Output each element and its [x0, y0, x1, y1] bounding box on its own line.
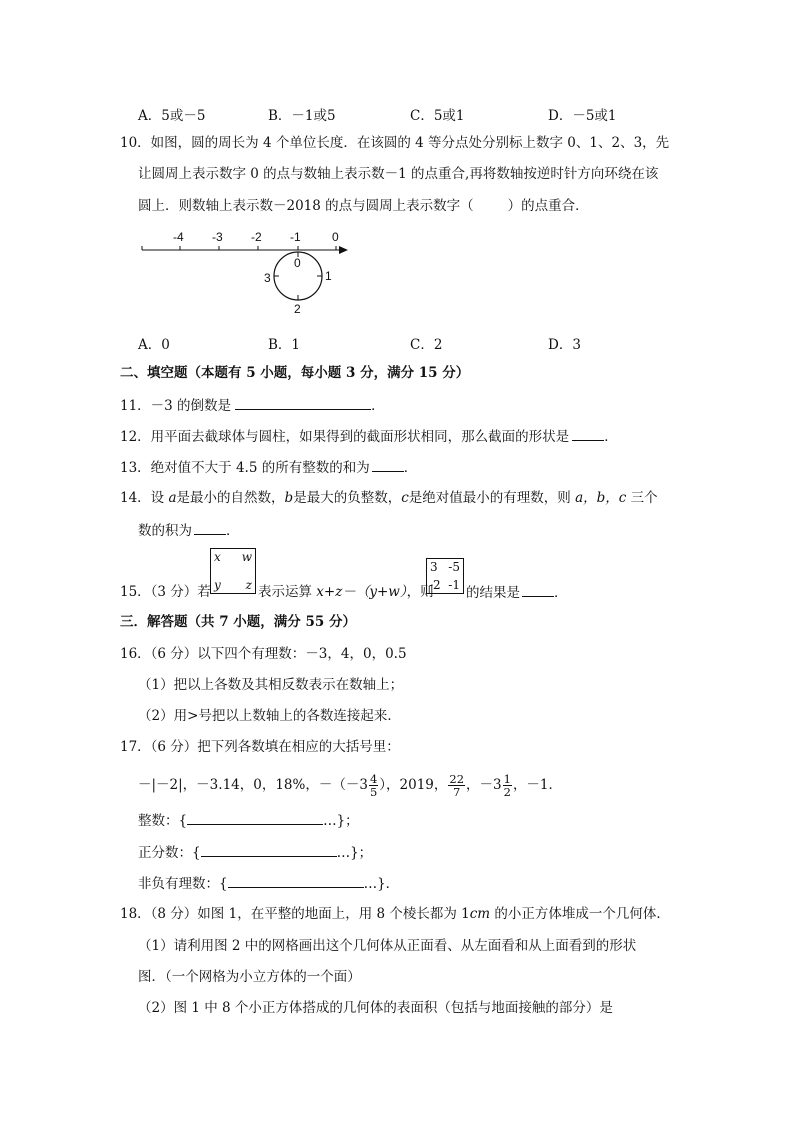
q17-label: 非负有理数：{: [138, 876, 228, 892]
fraction: [369, 773, 378, 798]
q15-text: 表示运算: [258, 584, 317, 600]
q15-suffix: [466, 583, 568, 602]
answer-blank[interactable]: [572, 427, 604, 441]
section3-heading: 三．解答题（共 7 小题，满分 55 分）: [120, 614, 356, 630]
q17-text: ），2019，: [379, 777, 448, 793]
matrix-cell: -2: [429, 578, 441, 592]
axis-label: -4: [173, 230, 184, 244]
q15-matrix1: [210, 548, 256, 594]
q10-option-a: A．0: [138, 337, 170, 353]
q14-end: ．: [226, 523, 240, 539]
q16: 16．（6 分）以下四个有理数：－3，4，0，0.5: [120, 646, 407, 662]
q11-end: ．: [371, 398, 385, 414]
q13: [120, 458, 417, 477]
q17-numbers: [138, 770, 562, 800]
q17-close: …}．: [363, 876, 400, 892]
answer-blank[interactable]: [522, 583, 554, 597]
q12-text: 12．用平面去截球体与圆柱，如果得到的截面形状相同，那么截面的形状是: [120, 429, 570, 445]
circle-label: 1: [325, 269, 332, 283]
q17-text: ，－3: [466, 777, 502, 793]
q14-text: 14．设: [120, 490, 169, 506]
q10-line3: [138, 197, 589, 215]
fraction-denominator: 7: [453, 785, 461, 799]
axis-label: -1: [290, 230, 301, 244]
q17-label: 正分数：{: [138, 845, 201, 861]
q16-part1: （1）把以上各数及其相反数表示在数轴上；: [138, 677, 404, 693]
q12-end: ．: [604, 429, 618, 445]
q14-text: 数的积为: [138, 523, 192, 539]
q18-part2: （2）图 1 中 8 个小正方体搭成的几何体的表面积（包括与地面接触的部分）是: [138, 1000, 613, 1016]
fraction-numerator: 4: [369, 772, 378, 786]
answer-blank[interactable]: [201, 843, 337, 857]
answer-blank[interactable]: [194, 521, 226, 535]
q14-text: 是最大的负整数，: [293, 490, 402, 506]
vars-abc: a，b，c: [575, 490, 627, 506]
axis-ticks: [142, 246, 336, 250]
q14-line2: [138, 521, 240, 540]
q9-option-d: D．－5或1: [548, 108, 617, 124]
matrix-cell: -5: [448, 560, 460, 574]
q13-end: ．: [403, 460, 418, 476]
q9-option-b: B．－1或5: [268, 108, 336, 124]
circle-label: 3: [264, 271, 271, 285]
axis-label: 0: [332, 230, 339, 244]
q18-unit: cm: [469, 906, 491, 922]
q17-nonnegative: [138, 874, 399, 893]
q15-end: ．: [554, 585, 568, 601]
circle-label: 2: [294, 302, 301, 316]
matrix-cell: 3: [430, 560, 438, 574]
axis-label: -3: [212, 230, 223, 244]
answer-blank[interactable]: [187, 811, 323, 825]
q17-positive-fractions: [138, 843, 372, 862]
fraction: [448, 773, 465, 798]
q17-label: 整数：{: [138, 813, 188, 829]
q18-part1-line1: （1）请利用图 2 中的网格画出这个几何体从正面看、从左面看和从上面看到的形状: [138, 938, 637, 954]
q18-text: 的小正方体堆成一个几何体．: [490, 906, 670, 922]
var-c: c: [401, 490, 409, 506]
fraction-denominator: 2: [503, 785, 511, 799]
answer-blank[interactable]: [372, 458, 404, 472]
answer-blank[interactable]: [235, 396, 371, 410]
q10-figure: [130, 226, 370, 318]
q13-text: 13．绝对值不大于 4.5 的所有整数的和为: [120, 460, 370, 476]
q11-text: 11．－3 的倒数是: [120, 398, 232, 414]
fraction-numerator: 1: [503, 772, 511, 786]
fraction-numerator: 22: [449, 772, 465, 786]
matrix-cell: -1: [448, 578, 460, 592]
q15-expression: x+z－（y+w）: [316, 584, 407, 600]
fraction: [503, 773, 512, 798]
q10-option-b: B．1: [268, 337, 301, 353]
q14-text: 是最小的自然数，: [176, 490, 285, 506]
q15-text: 的结果是: [466, 585, 520, 601]
q18-part1-line2: 图．（一个网格为小立方体的一个面）: [138, 969, 361, 985]
q9-option-a: A．5或－5: [138, 108, 206, 124]
q15-middle: [258, 583, 434, 601]
circle-label: 0: [294, 256, 301, 270]
var-a: a: [168, 490, 177, 506]
q11: [120, 396, 385, 415]
q14-text: 是绝对值最小的有理数，则: [408, 490, 576, 506]
matrix-cell: w: [241, 550, 252, 564]
q18: [120, 905, 670, 923]
q10-line3-end: ）的点重合．: [507, 198, 589, 214]
q14-text: 三个: [626, 490, 658, 506]
answer-blank[interactable]: [228, 874, 364, 888]
q17: 17．（6 分）把下列各数填在相应的大括号里：: [120, 739, 400, 755]
q17-text: ，－1．: [512, 777, 563, 793]
q14-line1: [120, 489, 658, 507]
matrix-cell: z: [245, 578, 252, 592]
q17-close: …}；: [336, 845, 373, 861]
q17-close: …}；: [323, 813, 359, 829]
q10-option-d: D．3: [548, 337, 581, 353]
q12: [120, 427, 618, 446]
q15-text: ，则: [406, 584, 434, 600]
matrix-cell: y: [214, 578, 221, 592]
number-line-arrow: [339, 246, 348, 254]
q15-matrix2: [426, 558, 464, 594]
q17-text: －|－2|，－3.14，0，18%，－（－3: [138, 777, 368, 793]
matrix-cell: x: [214, 550, 221, 564]
section2-heading: 二、填空题（本题有 5 小题，每小题 3 分，满分 15 分）: [120, 365, 470, 381]
q18-text: 18．（8 分）如图 1，在平整的地面上，用 8 个棱长都为 1: [120, 906, 470, 922]
q10-line1: 10．如图，圆的周长为 4 个单位长度．在该圆的 4 等分点处分别标上数字 0、1、2、3，先: [120, 135, 670, 151]
q10-line2: 让圆周上表示数字 0 的点与数轴上表示数－1 的点重合,再将数轴按逆时针方向环绕在该: [138, 166, 659, 182]
q15-prefix: 15．（3 分）若: [120, 584, 211, 600]
var-b: b: [284, 490, 294, 506]
q9-option-c: C．5或1: [410, 108, 465, 124]
q17-integers: [138, 811, 359, 830]
q10-line3-text: 圆上．则数轴上表示数－2018 的点与圆周上表示数字（: [138, 198, 474, 214]
axis-label: -2: [251, 230, 262, 244]
q16-part2: （2）用>号把以上数轴上的各数连接起来．: [138, 708, 401, 724]
q10-option-c: C．2: [410, 337, 443, 353]
fraction-denominator: 5: [369, 785, 378, 799]
